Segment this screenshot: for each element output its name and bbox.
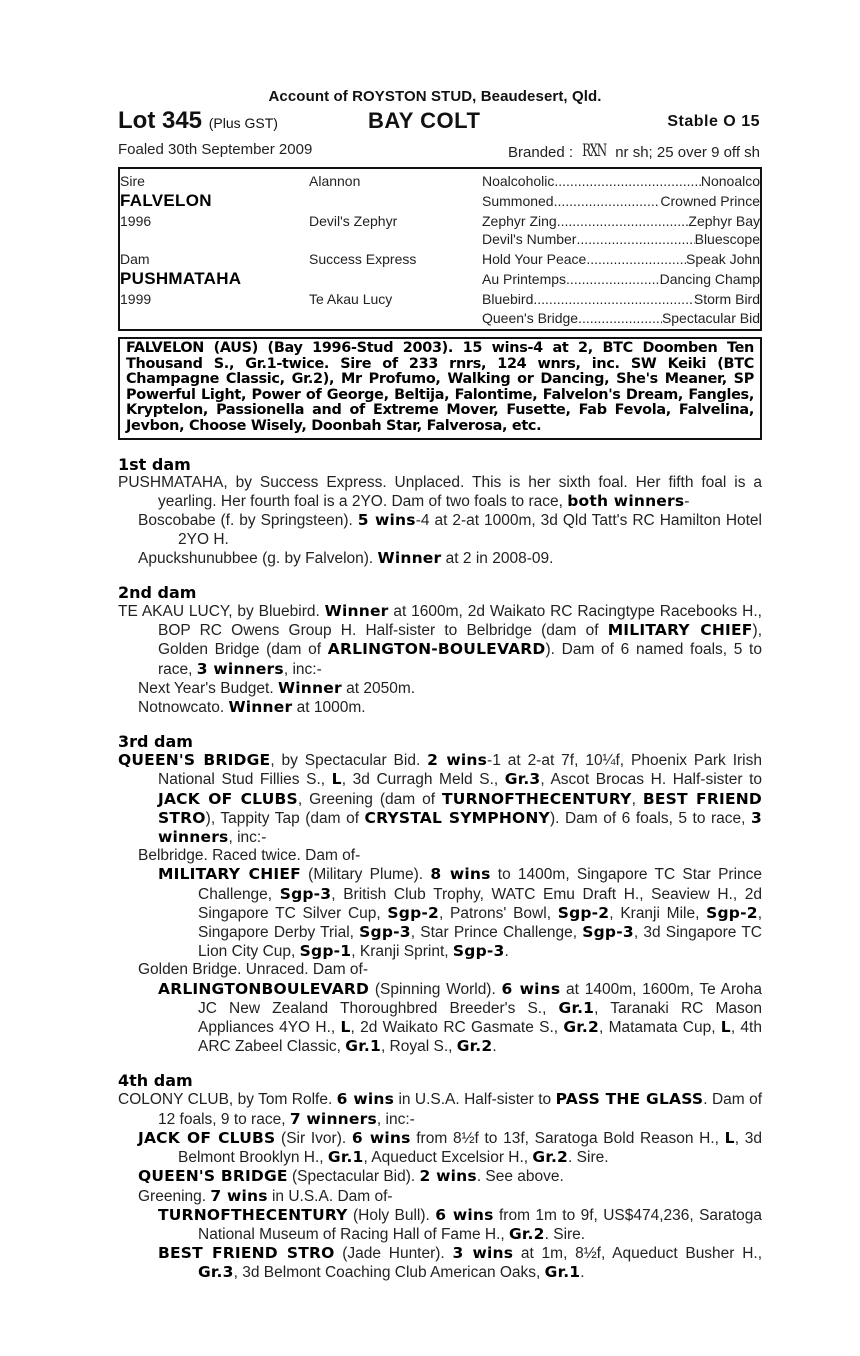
great-grandparent-row: [482, 193, 760, 209]
lot-number: [118, 107, 278, 135]
ggp-left: Bluebird: [482, 291, 534, 307]
dot-leader: [557, 213, 689, 229]
sire-sire: Alannon: [309, 173, 361, 189]
pedigree-paragraph: PUSHMATAHA, by Success Express. Unplaced. This is her sixth foal. Her fifth foal is a yearling. Her fourth foal is a 2YO. Dam of two foals to race, both winners-: [118, 474, 762, 511]
dam-year: 1999: [120, 291, 152, 307]
brand-description: nr sh; 25 over 9 off sh: [615, 144, 760, 161]
ggp-right: Crowned Prince: [660, 193, 760, 209]
dam-sire: Success Express: [309, 251, 417, 267]
sire-name: FALVELON: [120, 191, 212, 210]
brand-prefix: Branded :: [508, 144, 574, 161]
dot-leader: [576, 231, 694, 247]
dam-name: PUSHMATAHA: [120, 269, 242, 288]
stable-location: Stable O 15: [667, 113, 760, 130]
ggp-left: Devil's Number: [482, 231, 577, 247]
great-grandparent-row: [482, 251, 760, 267]
dam-section: [118, 456, 762, 568]
dam-heading: 1st dam: [118, 455, 191, 474]
dam-sections: [118, 456, 762, 1283]
brand-info: [508, 141, 760, 161]
ggp-left: Summoned: [482, 193, 554, 209]
colour-sex: BAY COLT: [368, 108, 481, 133]
sire-label: Sire: [120, 173, 145, 189]
dot-leader: [566, 271, 660, 287]
pedigree-paragraph: Golden Bridge. Unraced. Dam of-: [138, 961, 369, 979]
pedigree-paragraph: TE AKAU LUCY, by Bluebird. Winner at 1600m, 2d Waikato RC Racingtype Racebooks H., BOP RC Owens Group H. Half-sister to Belbridge (dam of MILITARY CHIEF), Golden Bridge (dam of ARLINGTON-BOULEVARD). Dam of 6 named foals, 5 to race, 3 winners, inc:-: [118, 602, 763, 678]
pedigree-paragraph: Next Year's Budget. Winner at 2050m.: [138, 678, 416, 697]
dam-dam: Te Akau Lucy: [309, 291, 393, 307]
lot-label: Lot 345: [118, 107, 203, 134]
ggp-right: Speak John: [686, 251, 760, 267]
pedigree-paragraph: Belbridge. Raced twice. Dam of-: [138, 847, 361, 865]
pedigree-paragraph: QUEEN'S BRIDGE, by Spectacular Bid. 2 wins-1 at 2-at 7f, 10¼f, Phoenix Park Irish National Stud Fillies S., L, 3d Curragh Meld S., Gr.3, Ascot Brocas H. Half-sister to JACK OF CLUBS, Greening (dam of TURNOFTHECENTURY, BEST FRIEND STRO), Tappity Tap (dam of CRYSTAL SYMPHONY). Dam of 6 foals, 5 to race, 3 winners, inc:-: [118, 751, 762, 847]
pedigree-paragraph: Notnowcato. Winner at 1000m.: [138, 698, 366, 717]
sire-summary: FALVELON (AUS) (Bay 1996-Stud 2003). 15 wins-4 at 2, BTC Doomben Ten Thousand S., Gr.1-twice. Sire of 233 rnrs, 124 wnrs, inc. SW Keiki (BTC Champagne Classic, Gr.2), Mr Profumo, Walking or Dancing, She's Meaner, SP Powerful Light, Power of George, Beltija, Falontime, Falvelon's Dream, Fangles, Kryptelon, Passionella and of Extreme Mover, Fusette, Fab Fevola, Falvelina, Jevbon, Choose Wisely, Doonbah Star, Falverosa, etc.: [118, 337, 762, 440]
dam-heading: 4th dam: [118, 1071, 193, 1091]
ggp-left: Queen's Bridge: [482, 310, 579, 326]
sire-year: 1996: [120, 213, 152, 229]
ggp-right: Zephyr Bay: [688, 213, 760, 229]
sire-dam: Devil's Zephyr: [309, 213, 398, 229]
pedigree-paragraph: QUEEN'S BRIDGE (Spectacular Bid). 2 wins. See above.: [138, 1167, 564, 1186]
dot-leader: [578, 310, 662, 326]
gst-note: (Plus GST): [208, 115, 278, 131]
ggp-right: Storm Bird: [693, 291, 760, 307]
ggp-left: Hold Your Peace: [482, 251, 587, 267]
great-grandparent-row: [482, 213, 760, 229]
foal-info: [118, 137, 762, 165]
dam-section: [118, 584, 762, 717]
ggp-left: Zephyr Zing: [482, 213, 557, 229]
great-grandparent-row: [482, 173, 760, 189]
foaled-date: Foaled 30th September 2009: [118, 141, 313, 158]
pedigree-paragraph: COLONY CLUB, by Tom Rolfe. 6 wins in U.S.A. Half-sister to PASS THE GLASS. Dam of 12 foals, 9 to race, 7 winners, inc:-: [118, 1090, 763, 1128]
great-grandparent-row: [482, 271, 760, 287]
pedigree-paragraph: ARLINGTONBOULEVARD (Spinning World). 6 wins at 1400m, 1600m, Te Aroha JC New Zealand Thoroughbred Breeder's S., Gr.1, Taranaki RC Mason Appliances 4YO H., L, 2d Waikato RC Gasmate S., Gr.2, Matamata Cup, L, 4th ARC Zabeel Classic, Gr.1, Royal S., Gr.2.: [158, 979, 762, 1056]
vendor-account: Account of ROYSTON STUD, Beaudesert, Qld.: [268, 88, 602, 105]
dam-label: Dam: [120, 251, 150, 267]
great-grandparent-row: [482, 310, 760, 326]
dot-leader: [533, 291, 694, 307]
ggp-right: Bluescope: [694, 231, 760, 247]
dam-section: [118, 733, 762, 1056]
pedigree-paragraph: JACK OF CLUBS (Sir Ivor). 6 wins from 8½f to 13f, Saratoga Bold Reason H., L, 3d Belmont Brooklyn H., Gr.1, Aqueduct Excelsior H., Gr.2. Sire.: [138, 1128, 762, 1167]
pedigree-paragraph: MILITARY CHIEF (Military Plume). 8 wins to 1400m, Singapore TC Star Prince Challenge, Sgp-3, British Club Trophy, WATC Emu Draft H., Seaview H., 2d Singapore TC Silver Cup, Sgp-2, Patrons' Bowl, Sgp-2, Kranji Mile, Sgp-2, Singapore Derby Trial, Sgp-3, Star Prince Challenge, Sgp-3, 3d Singapore TC Lion City Cup, Sgp-1, Kranji Sprint, Sgp-3.: [158, 865, 763, 961]
ggp-right: Dancing Champ: [659, 271, 760, 287]
ggp-right: Spectacular Bid: [661, 310, 760, 326]
dot-leader: [554, 173, 700, 189]
dam-section: [118, 1072, 762, 1282]
pedigree-paragraph: Greening. 7 wins in U.S.A. Dam of-: [138, 1186, 393, 1205]
ggp-right: Nonoalco: [700, 173, 760, 189]
pedigree-paragraph: Apuckshunubbee (g. by Falvelon). Winner at 2 in 2008-09.: [138, 548, 554, 567]
dam-heading: 2nd dam: [118, 583, 197, 603]
brand-mark-icon: RXN: [582, 141, 606, 161]
ggp-left: Au Printemps: [482, 271, 567, 287]
pedigree-paragraph: Boscobabe (f. by Springsteen). 5 wins-4 at 2-at 1000m, 3d Qld Tatt's RC Hamilton Hotel 2YO H.: [138, 511, 762, 548]
pedigree-table: [118, 167, 762, 331]
dot-leader: [586, 251, 686, 267]
dot-leader: [554, 193, 661, 209]
great-grandparent-row: [482, 291, 760, 307]
great-grandparent-row: [482, 231, 760, 247]
ggp-left: Noalcoholic: [482, 173, 555, 189]
dam-heading: 3rd dam: [118, 732, 193, 752]
lot-header: [118, 107, 762, 137]
catalogue-page: [118, 88, 762, 1283]
pedigree-paragraph: BEST FRIEND STRO (Jade Hunter). 3 wins at 1m, 8½f, Aqueduct Busher H., Gr.3, 3d Belmont Coaching Club American Oaks, Gr.1.: [158, 1244, 762, 1282]
pedigree-paragraph: TURNOFTHECENTURY (Holy Bull). 6 wins from 1m to 9f, US$474,236, Saratoga National Museum of Racing Hall of Fame H., Gr.2. Sire.: [158, 1205, 762, 1243]
